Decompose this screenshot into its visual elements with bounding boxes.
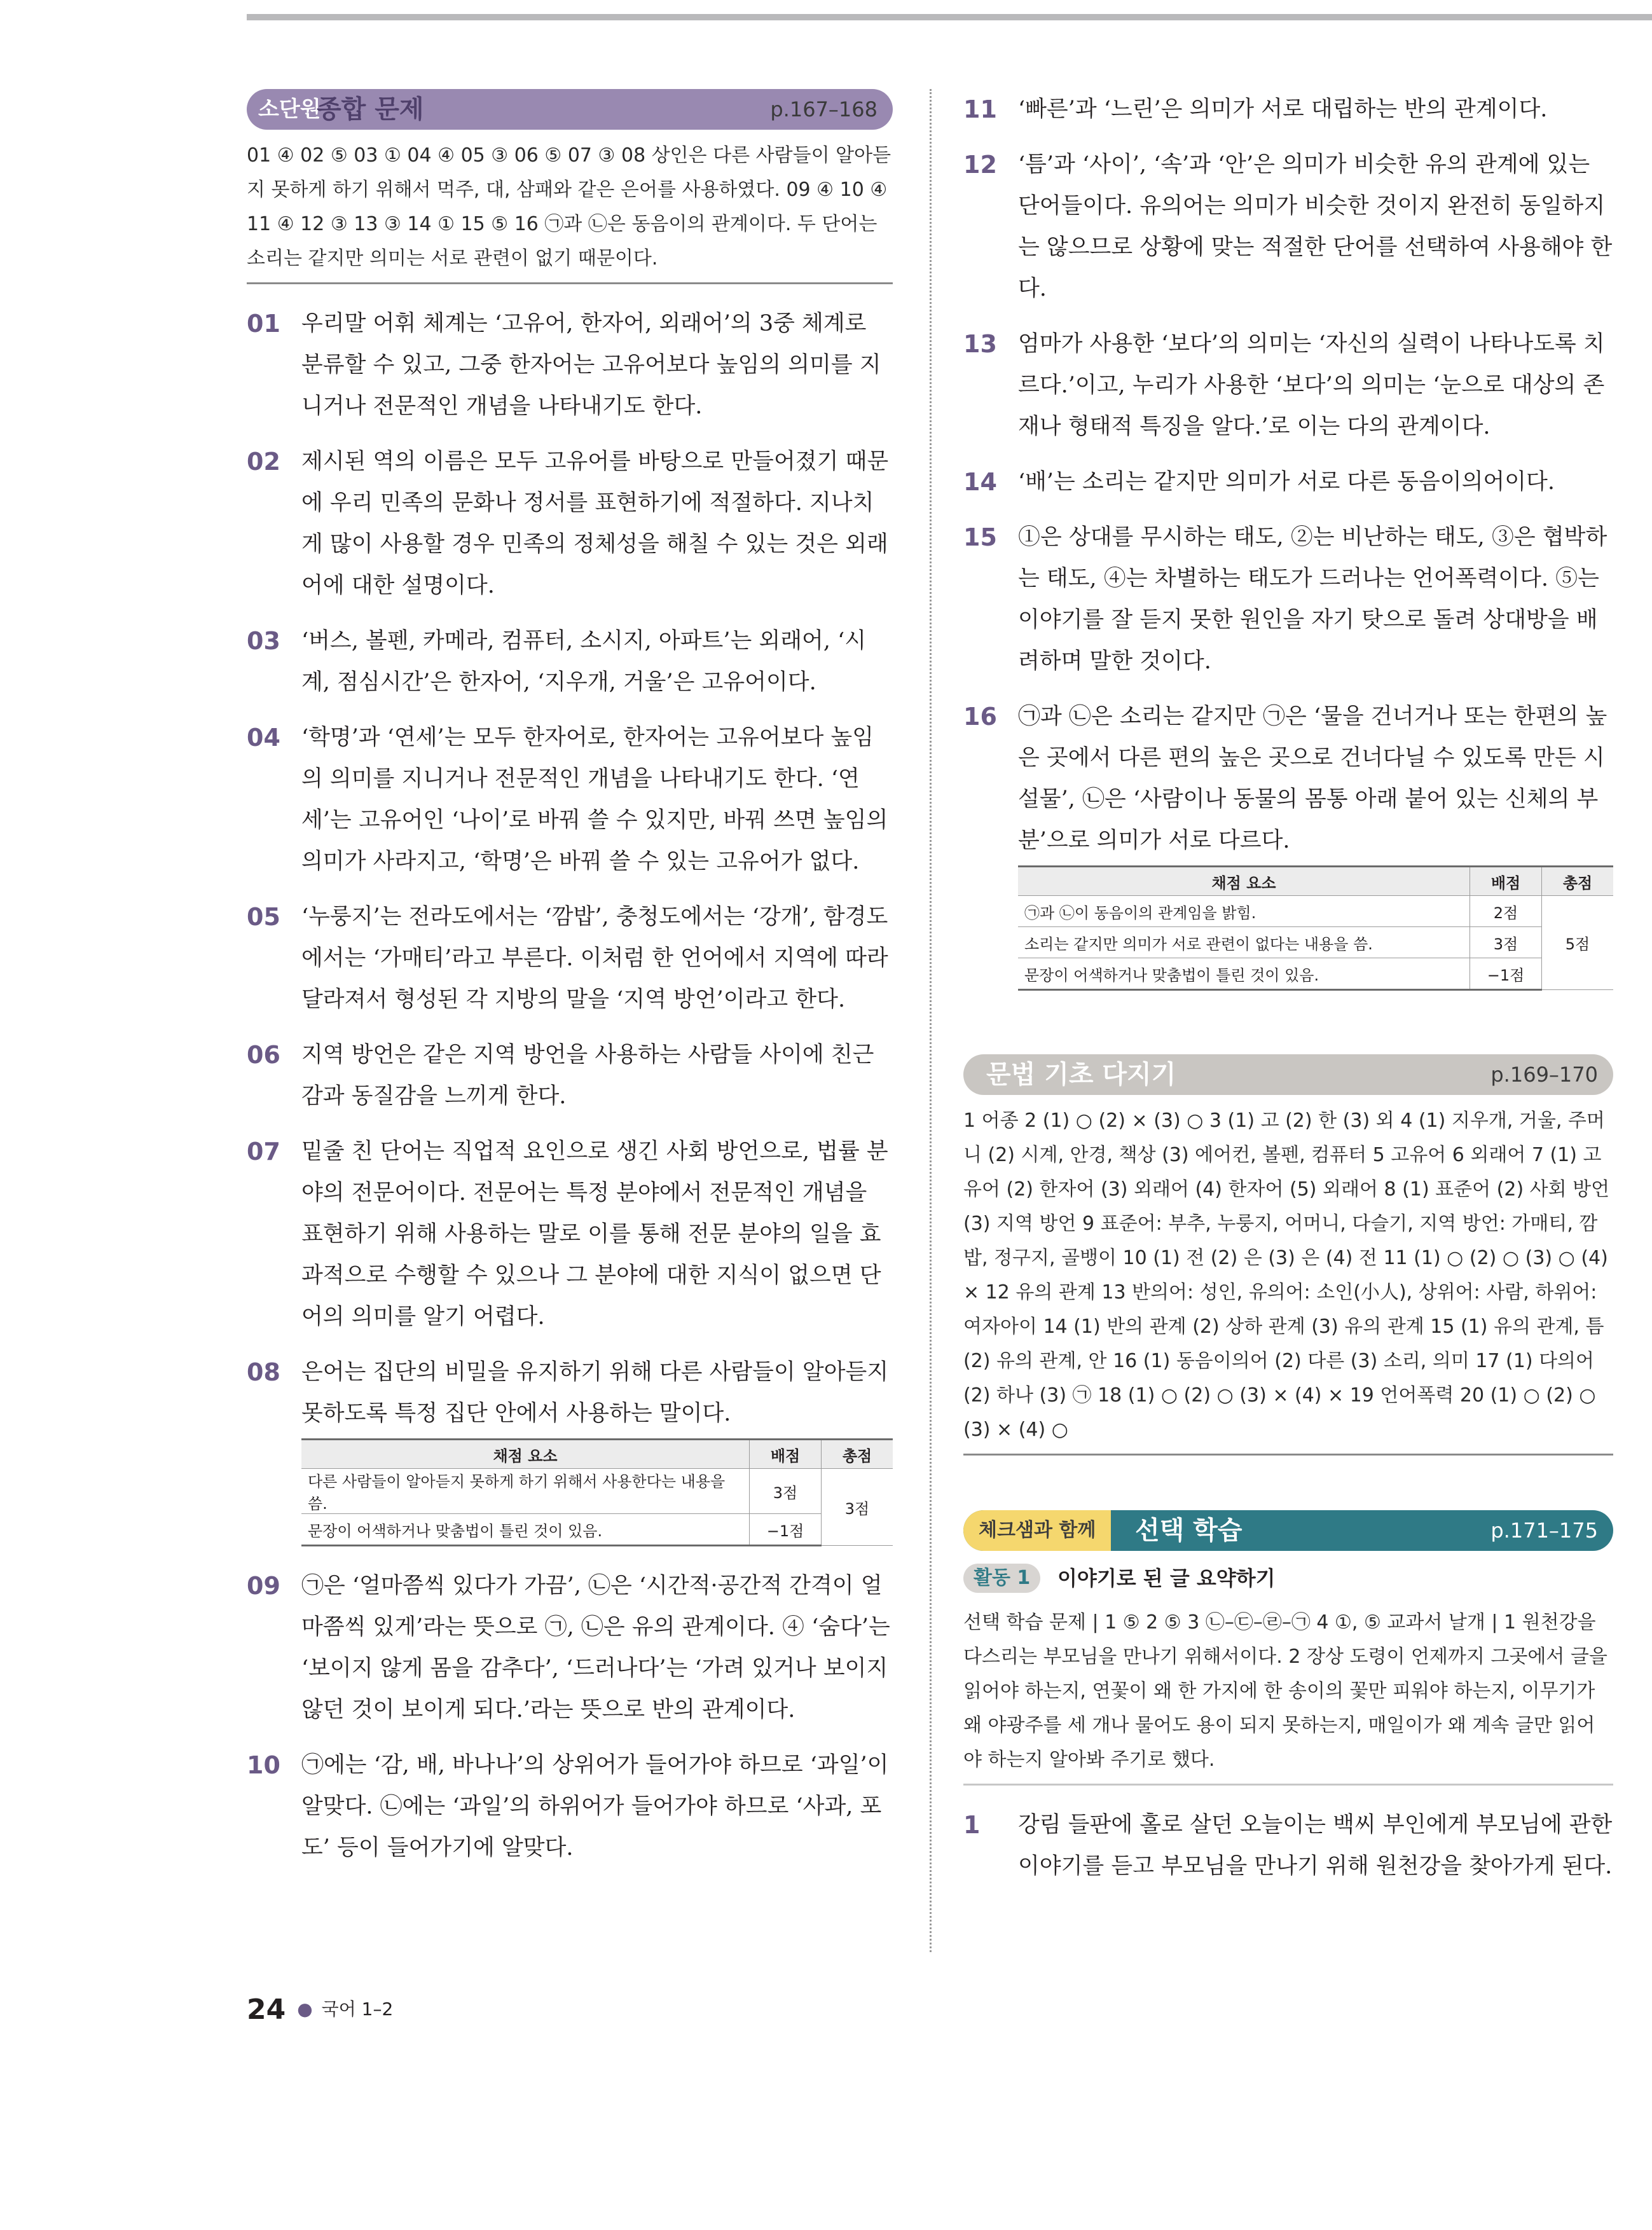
explanation-item — [247, 303, 893, 427]
answer-key: 선택 학습 문제 | 1 ⑤ 2 ⑤ 3 ㉡–㉢–㉣–㉠ 4 ①, ⑤ 교과서 날개 | 1 원천강을 다스리는 부모님을 만나기 위해서이다. 2 장상 도령이 언제까지 그곳에서 글을 읽어야 하는지, 연꽃이 왜 한 가지에 한 송이의 꽃만 피워야 하는지, 이무기가 왜 야광주를 세 개나 물어도 용이 되지 못하는지, 매일이가 왜 계속 글만 읽어야 하는지 알아봐 주기로 했다. — [963, 1606, 1613, 1786]
item-text: 엄마가 사용한 ‘보다’의 의미는 ‘자신의 실력이 나타나도록 치르다.’이고, 누리가 사용한 ‘보다’의 의미는 ‘눈으로 대상의 존재나 형태적 특징을 알다.’로 이는 다의 관계이다. — [1018, 331, 1605, 439]
table-header: 배점 — [1470, 867, 1542, 896]
item-text: 밑줄 친 단어는 직업적 요인으로 생긴 사회 방언으로, 법률 분야의 전문어이다. 전문어는 특정 분야에서 전문적인 개념을 표현하기 위해 사용하는 말로 이를 통해 전문 분야의 일을 효과적으로 수행할 수 있으나 그 분야에 대한 지식이 없으면 단어의 의미를 알기 어렵다. — [301, 1139, 888, 1330]
item-number: 05 — [247, 903, 280, 931]
item-text: 우리말 어휘 체계는 ‘고유어, 한자어, 외래어’의 3중 체계로 분류할 수 있고, 그중 한자어는 고유어보다 높임의 의미를 지니거나 전문적인 개념을 나타내기도 한다. — [301, 311, 881, 419]
item-text: ‘틈’과 ‘사이’, ‘속’과 ‘안’은 의미가 비슷한 유의 관계에 있는 단어들이다. 유의어는 의미가 비슷한 것이지 완전히 동일하지는 않으므로 상황에 맞는 적절한 단어를 선택하여 사용해야 한다. — [1018, 152, 1613, 301]
item-number: 08 — [247, 1358, 280, 1386]
page-number: 24 — [247, 1993, 286, 2026]
scoring-table-16 — [1018, 865, 1613, 991]
table-row — [1018, 896, 1613, 927]
table-cell: ㉠과 ㉡이 동음이의 관계임을 밝힘. — [1018, 896, 1470, 927]
book-title: 국어 1–2 — [321, 1999, 394, 2020]
table-row — [1018, 927, 1613, 958]
scoring-table-16-wrap — [963, 865, 1613, 991]
item-text: ‘배’는 소리는 같지만 의미가 서로 다른 동음이의어이다. — [1018, 469, 1555, 495]
item-number: 06 — [247, 1041, 280, 1069]
table-cell-total: 5점 — [1542, 896, 1614, 990]
explanation-item — [963, 324, 1613, 448]
explanation-item — [247, 717, 893, 883]
explanation-item — [247, 1131, 893, 1338]
table-cell: 2점 — [1470, 896, 1542, 927]
table-header: 채점 요소 — [1018, 867, 1470, 896]
item-text: ①은 상대를 무시하는 태도, ②는 비난하는 태도, ③은 협박하는 태도, ④는 차별하는 태도가 드러나는 언어폭력이다. ⑤는 이야기를 잘 듣지 못한 원인을 자기 탓으로 돌려 상대방을 배려하며 말한 것이다. — [1018, 525, 1607, 674]
section-page-ref: p.169–170 — [1490, 1063, 1598, 1087]
table-header: 총점 — [822, 1440, 893, 1469]
item-text: ㉠에는 ‘감, 배, 바나나’의 상위어가 들어가야 하므로 ‘과일’이 알맞다. ㉡에는 ‘과일’의 하위어가 들어가야 하므로 ‘사과, 포도’ 등이 들어가기에 알맞다. — [301, 1752, 889, 1861]
left-column — [247, 89, 893, 1883]
explanation-item — [247, 621, 893, 703]
item-text: ‘학명’과 ‘연세’는 모두 한자어로, 한자어는 고유어보다 높임의 의미를 지니거나 전문적인 개념을 나타내기도 한다. ‘연세’는 고유어인 ‘나이’로 바꿔 쓸 수 있지만, 바꿔 쓰면 높임의 의미가 사라지고, ‘학명’은 바꿔 쓸 수 있는 고유어가 없다. — [301, 725, 888, 874]
item-text: 강림 들판에 홀로 살던 오늘이는 백씨 부인에게 부모님에 관한 이야기를 듣고 부모님을 만나기 위해 원천강을 찾아가게 된다. — [1018, 1812, 1613, 1879]
section-page-ref: p.171–175 — [1490, 1518, 1598, 1543]
explanation-item — [247, 897, 893, 1021]
explanation-item — [247, 1035, 893, 1117]
table-cell: 문장이 어색하거나 맞춤법이 틀린 것이 있음. — [1018, 958, 1470, 990]
item-text: 제시된 역의 이름은 모두 고유어를 바탕으로 만들어졌기 때문에 우리 민족의 문화나 정서를 표현하기에 적절하다. 지나치게 많이 사용할 경우 민족의 정체성을 해칠 수 있는 것은 외래어에 대한 설명이다. — [301, 449, 889, 598]
section-tag: 체크샘과 함께 — [963, 1510, 1111, 1551]
page-footer — [247, 1990, 393, 2028]
explanation-item — [247, 441, 893, 607]
section-header-grammar — [963, 1054, 1613, 1095]
item-text: ㉠과 ㉡은 소리는 같지만 ㉠은 ‘물을 건너거나 또는 한편의 높은 곳에서 다른 편의 높은 곳으로 건너다닐 수 있도록 만든 시설물’, ㉡은 ‘사람이나 동물의 몸통 아래 붙어 있는 신체의 부분’으로 의미가 서로 다르다. — [1018, 704, 1607, 853]
top-rule — [247, 14, 1652, 20]
answer-key: 01 ④ 02 ⑤ 03 ① 04 ④ 05 ③ 06 ⑤ 07 ③ 08 상인은 다른 사람들이 알아듣지 못하게 하기 위해서 먹주, 대, 삼패와 같은 은어를 사용하였다. 09 ④ 10 ④ 11 ④ 12 ③ 13 ③ 14 ① 15 ⑤ 16 ㉠과 ㉡은 동음이의 관계이다. 두 단어는 소리는 같지만 의미는 서로 관련이 없기 때문이다. — [247, 139, 893, 284]
table-cell: 다른 사람들이 알아듣지 못하게 하기 위해서 사용한다는 내용을 씀. — [301, 1469, 750, 1514]
scoring-table-08-wrap — [247, 1438, 893, 1546]
item-text: ‘버스, 볼펜, 카메라, 컴퓨터, 소시지, 아파트’는 외래어, ‘시계, 점심시간’은 한자어, ‘지우개, 거울’은 고유어이다. — [301, 628, 867, 695]
table-cell: 3점 — [750, 1469, 822, 1514]
activity-title: 이야기로 된 글 요약하기 — [1057, 1566, 1276, 1590]
item-number: 01 — [247, 310, 280, 338]
explanation-item — [963, 1805, 1613, 1887]
item-text: ‘빠른’과 ‘느린’은 의미가 서로 대립하는 반의 관계이다. — [1018, 97, 1548, 122]
item-text: 은어는 집단의 비밀을 유지하기 위해 다른 사람들이 알아듣지 못하도록 특정 집단 안에서 사용하는 말이다. — [301, 1359, 889, 1426]
item-number: 10 — [247, 1751, 280, 1779]
explanation-item — [963, 89, 1613, 130]
section-header-elective — [963, 1510, 1613, 1551]
item-number: 02 — [247, 448, 280, 476]
item-number: 03 — [247, 627, 280, 655]
spacer — [963, 1475, 1613, 1510]
item-number: 12 — [963, 151, 997, 179]
explanation-item — [963, 144, 1613, 310]
section-title: 종합 문제 — [317, 94, 424, 124]
item-number: 13 — [963, 330, 997, 358]
table-cell-total: 3점 — [822, 1469, 893, 1546]
item-number: 07 — [247, 1138, 280, 1166]
item-number: 04 — [247, 724, 280, 752]
item-number: 09 — [247, 1572, 280, 1600]
section-title: 선택 학습 — [1135, 1515, 1242, 1545]
item-number: 14 — [963, 468, 997, 496]
explanation-item — [247, 1745, 893, 1869]
explanation-item — [963, 517, 1613, 682]
section-title: 문법 기초 다지기 — [986, 1059, 1176, 1089]
table-row — [301, 1469, 893, 1514]
column-divider — [930, 89, 932, 1952]
section-header-summary — [247, 89, 893, 130]
item-number: 15 — [963, 523, 997, 551]
table-cell: −1점 — [750, 1514, 822, 1546]
table-cell: −1점 — [1470, 958, 1542, 990]
explanation-item — [963, 462, 1613, 503]
item-number: 1 — [963, 1811, 981, 1839]
activity-header — [963, 1560, 1613, 1595]
bullet-icon: ● — [297, 1999, 313, 2020]
section-page-ref: p.167–168 — [770, 97, 878, 121]
answer-key: 1 어종 2 (1) ○ (2) × (3) ○ 3 (1) 고 (2) 한 (3) 외 4 (1) 지우개, 거울, 주머니 (2) 시계, 안경, 책상 (3) 에어컨, 볼펜, 컴퓨터 5 고유어 6 외래어 7 (1) 고유어 (2) 한자어 (3) 외래어 (4) 한자어 (5) 외래어 8 (1) 표준어 (2) 사회 방언 (3) 지역 방언 9 표준어: 부추, 누룽지, 어머니, 다슬기, 지역 방언: 가매티, 깜밥, 정구지, 골뱅이 10 (1) 전 (2) 은 (3) 은 (4) 전 11 (1) ○ (2) ○ (3) ○ (4) × 12 유의 관계 13 반의어: 성인, 유의어: 소인(小人), 상위어: 사람, 하위어: 여자아이 14 (1) 반의 관계 (2) 상하 관계 (3) 유의 관계 15 (1) 유의 관계, 틈 (2) 유의 관계, 안 16 (1) 동음이의어 (2) 다른 (3) 소리, 의미 17 (1) 다의어 (2) 하나 (3) ㉠ 18 (1) ○ (2) ○ (3) × (4) × 19 언어폭력 20 (1) ○ (2) ○ (3) × (4) ○ — [963, 1104, 1613, 1456]
section-kicker: 소단원 — [258, 97, 321, 122]
activity-badge: 활동 1 — [963, 1564, 1040, 1593]
table-row — [1018, 958, 1613, 990]
item-text: ‘누룽지’는 전라도에서는 ‘깜밥’, 충청도에서는 ‘강개’, 함경도에서는 ‘가매티’라고 부른다. 이처럼 한 언어에서 지역에 따라 달라져서 형성된 각 지방의 말을 ‘지역 방언’이라고 한다. — [301, 904, 888, 1012]
item-text: 지역 방언은 같은 지역 방언을 사용하는 사람들 사이에 친근감과 동질감을 느끼게 한다. — [301, 1042, 874, 1109]
table-header: 채점 요소 — [301, 1440, 750, 1469]
table-row — [301, 1514, 893, 1546]
explanation-item — [247, 1352, 893, 1435]
table-cell: 소리는 같지만 의미가 서로 관련이 없다는 내용을 씀. — [1018, 927, 1470, 958]
table-cell: 문장이 어색하거나 맞춤법이 틀린 것이 있음. — [301, 1514, 750, 1546]
table-header: 배점 — [750, 1440, 822, 1469]
spacer — [963, 1010, 1613, 1054]
item-number: 11 — [963, 95, 997, 123]
scoring-table-08 — [301, 1438, 893, 1546]
right-column — [963, 89, 1613, 1901]
item-text: ㉠은 ‘얼마쯤씩 있다가 가끔’, ㉡은 ‘시간적·공간적 간격이 얼마쯤씩 있게’라는 뜻으로 ㉠, ㉡은 유의 관계이다. ④ ‘숨다’는 ‘보이지 않게 몸을 감추다’, ‘드러나다’는 ‘가려 있거나 보이지 않던 것이 보이게 되다.’라는 뜻으로 반의 관계이다. — [301, 1573, 890, 1723]
table-header: 총점 — [1542, 867, 1614, 896]
table-cell: 3점 — [1470, 927, 1542, 958]
explanation-item — [963, 696, 1613, 862]
explanation-item — [247, 1566, 893, 1731]
item-number: 16 — [963, 703, 997, 731]
